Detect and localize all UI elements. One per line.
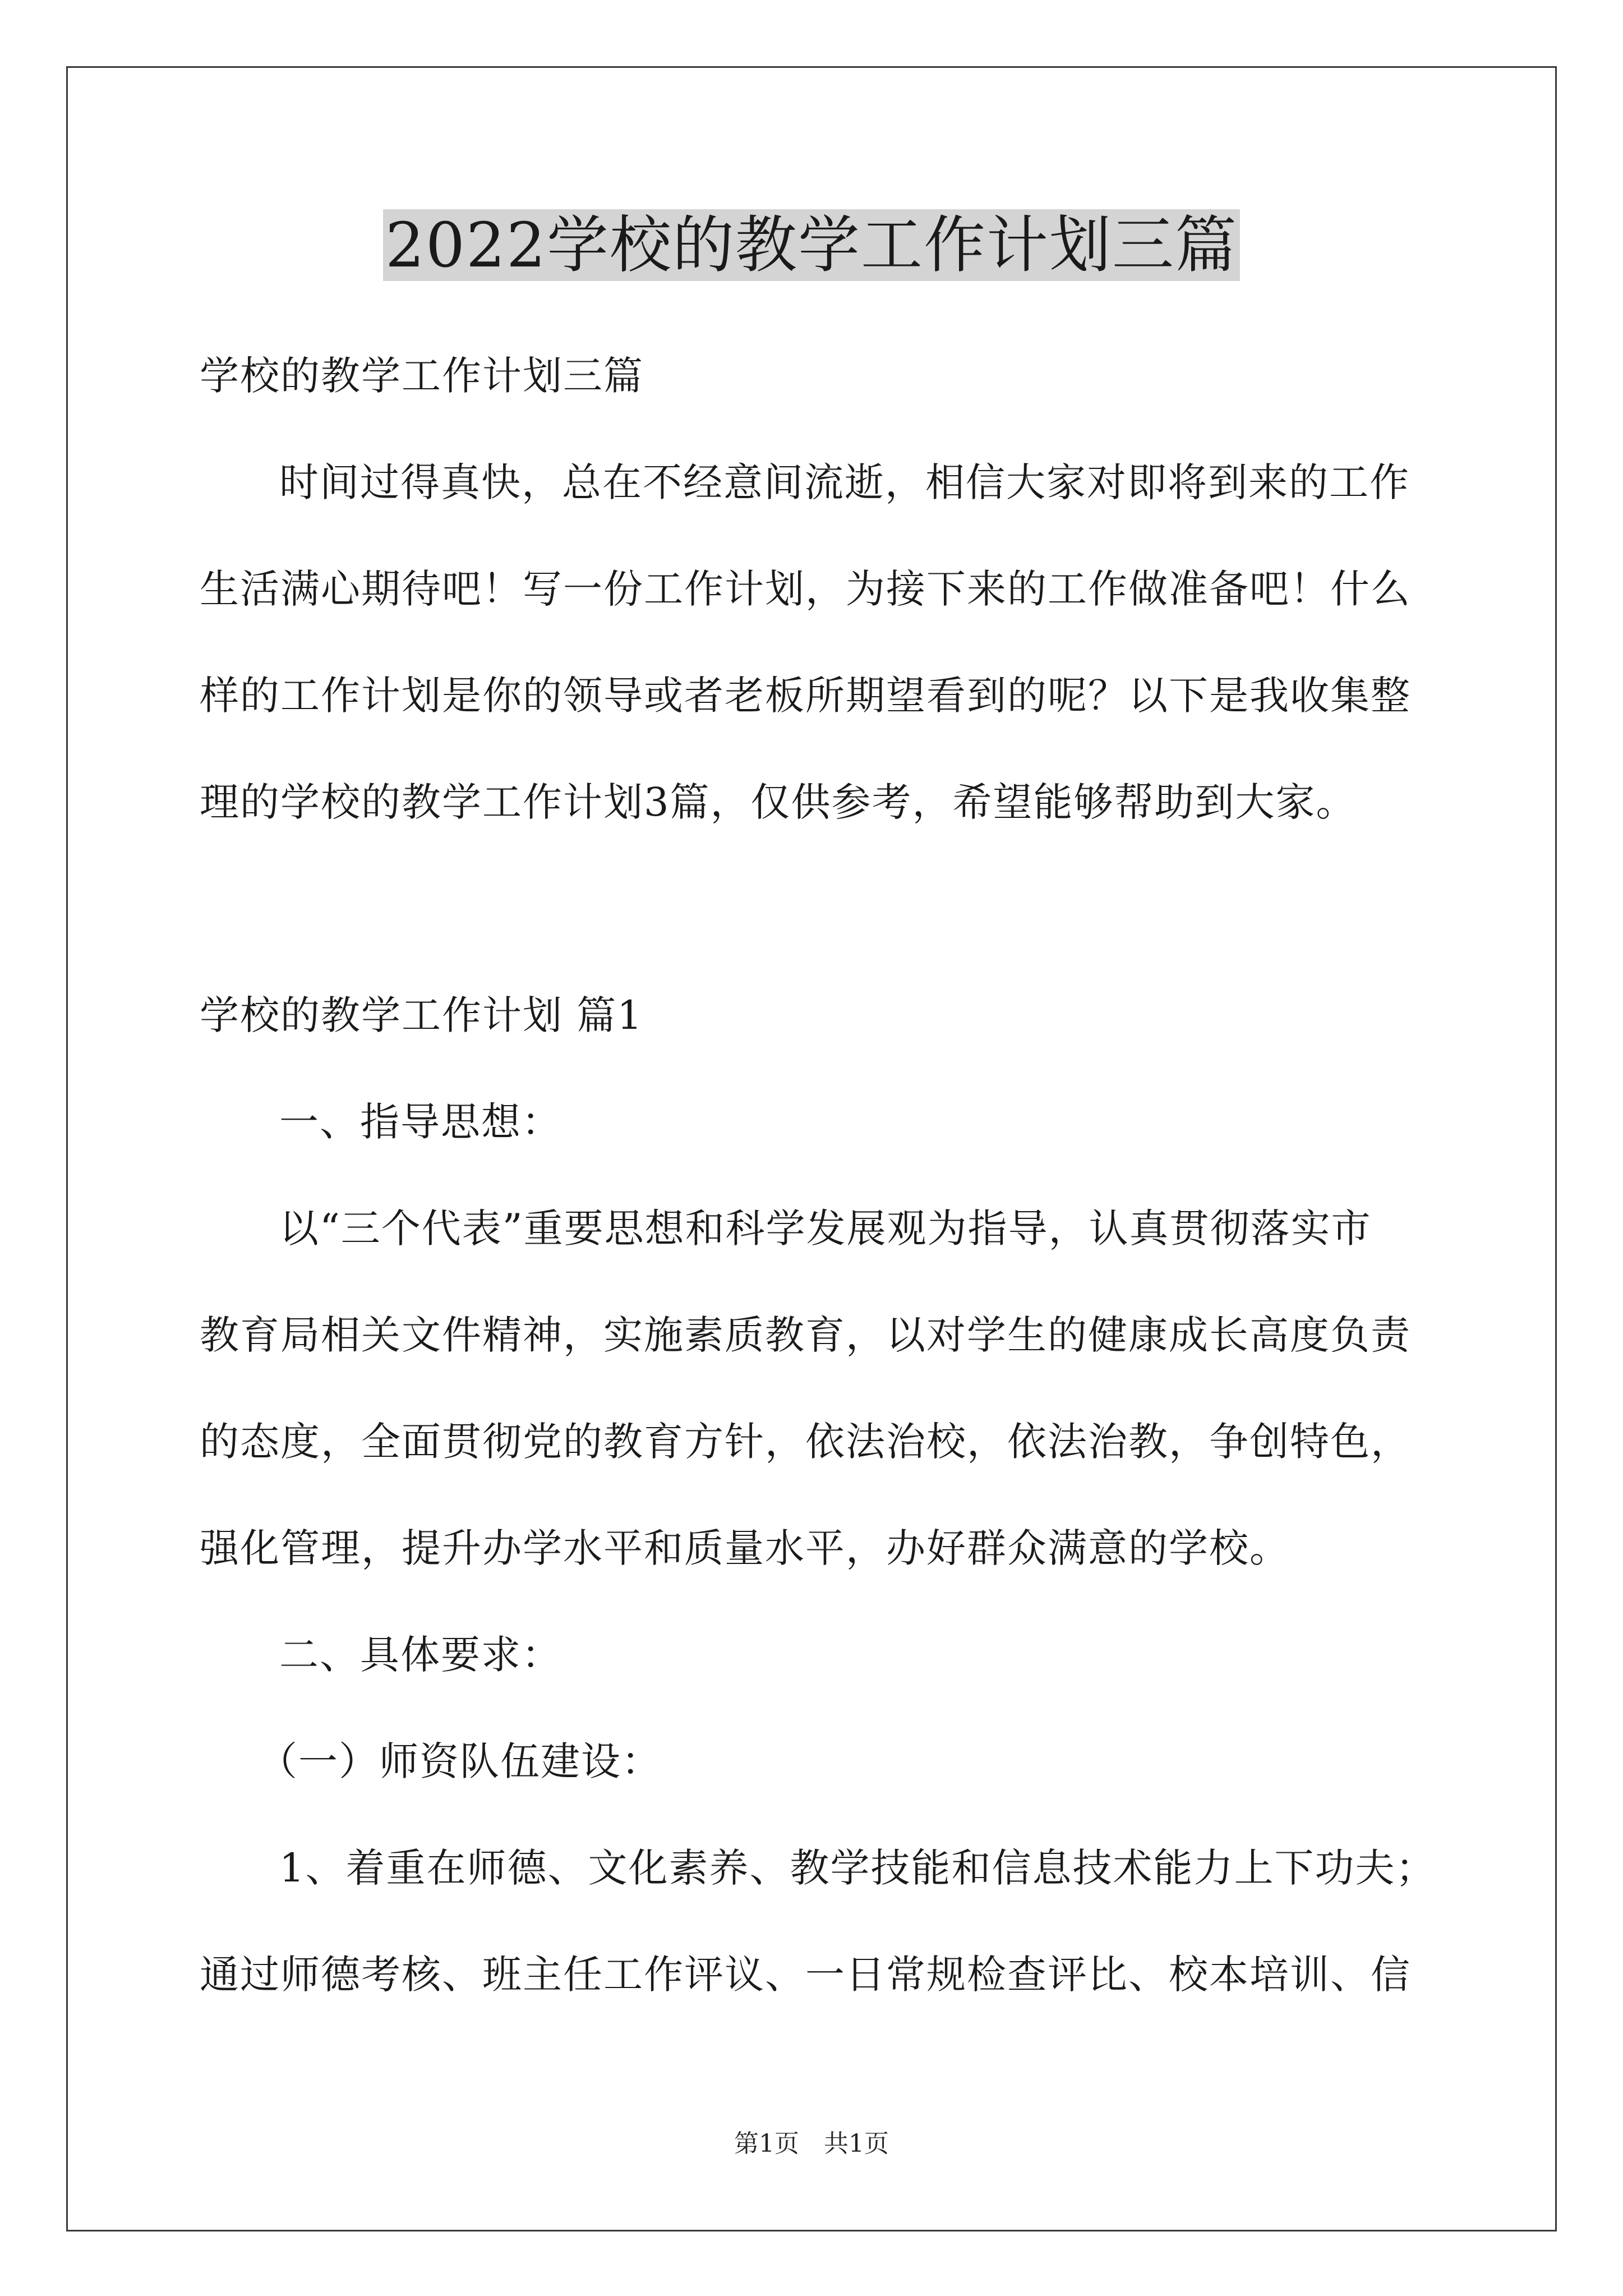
paragraph-line-4: 强化管理，提升办学水平和质量水平，办好群众满意的学校。 bbox=[200, 1525, 1290, 1571]
heading-guiding-thought: 一、指导思想： bbox=[279, 1099, 562, 1145]
item-1-line-1: 1、着重在师德、文化素养、教学技能和信息技术能力上下功夫； bbox=[279, 1845, 1436, 1891]
item-1-line-2: 通过师德考核、班主任工作评议、一日常规检查评比、校本培训、信 bbox=[200, 1952, 1411, 1998]
subtitle-line: 学校的教学工作计划三篇 bbox=[200, 353, 644, 399]
page-footer: 第1页 共1页 bbox=[734, 2129, 889, 2158]
document-title-text: 2022学校的教学工作计划三篇 bbox=[383, 209, 1240, 281]
heading-teacher-team: （一）师资队伍建设： bbox=[258, 1738, 662, 1784]
paragraph-line-2: 教育局相关文件精神，实施素质教育，以对学生的健康成长高度负责 bbox=[200, 1312, 1411, 1358]
intro-line-1: 时间过得真快，总在不经意间流逝，相信大家对即将到来的工作 bbox=[279, 459, 1410, 505]
intro-line-2: 生活满心期待吧！写一份工作计划，为接下来的工作做准备吧！什么 bbox=[200, 566, 1411, 612]
heading-requirements: 二、具体要求： bbox=[279, 1632, 562, 1678]
section-heading-1: 学校的教学工作计划 篇1 bbox=[200, 992, 643, 1038]
document-title bbox=[0, 203, 1623, 287]
paragraph-line-1: 以“三个代表”重要思想和科学发展观为指导，认真贯彻落实市 bbox=[279, 1205, 1372, 1251]
intro-line-4: 理的学校的教学工作计划3篇，仅供参考，希望能够帮助到大家。 bbox=[200, 779, 1357, 825]
paragraph-line-3: 的态度，全面贯彻党的教育方针，依法治校，依法治教，争创特色， bbox=[200, 1419, 1411, 1465]
intro-line-3: 样的工作计划是你的领导或者老板所期望看到的呢？以下是我收集整 bbox=[200, 673, 1411, 719]
